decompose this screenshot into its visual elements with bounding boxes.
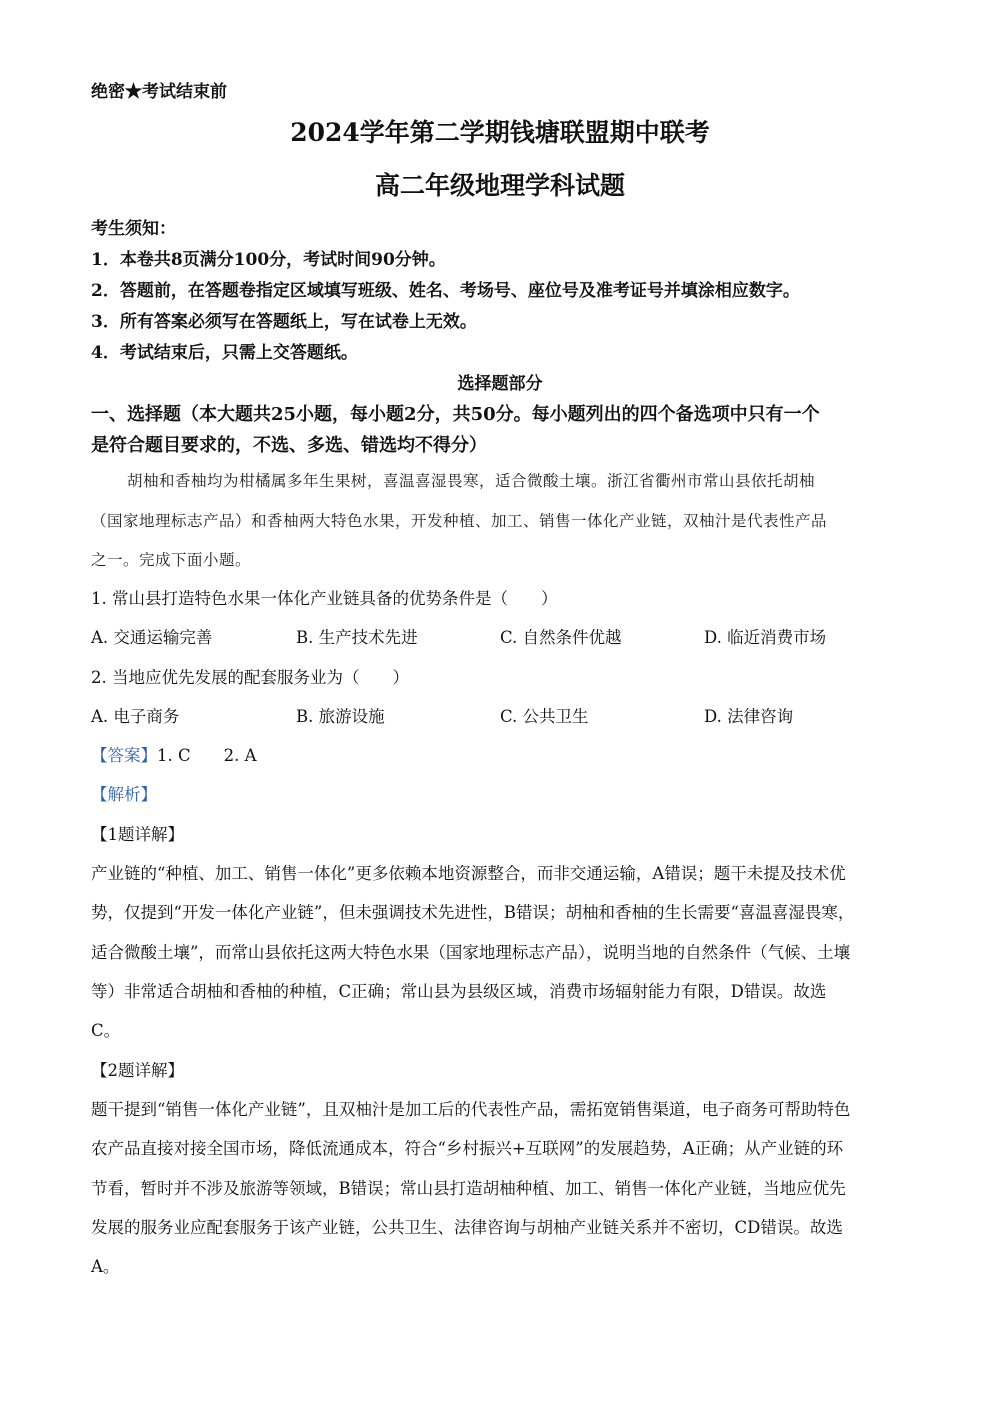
analysis-label: 【解析】 [91,785,157,804]
question-stem: 2. 当地应优先发展的配套服务业为（ ） [91,668,409,687]
notice-item: 1．本卷共8页满分100分，考试时间90分钟。 [91,250,446,270]
question-option: B. 旅游设施 [296,707,385,726]
notice-heading: 考生须知： [91,219,176,239]
material-text: 胡柚和香柚均为柑橘属多年生果树，喜温喜湿畏寒，适合微酸土壤。浙江省衢州市常山县依托胡柚 [127,472,816,490]
q2-analysis-text: 发展的服务业应配套服务于该产业链，公共卫生、法律咨询与胡柚产业链关系并不密切，CD错误。故选 [91,1218,843,1237]
q1-analysis-text: 产业链的“种植、加工、销售一体化”更多依赖本地资源整合，而非交通运输，A错误；题干未提及技术优 [91,864,846,883]
notice-item: 4．考试结束后，只需上交答题纸。 [91,343,358,363]
notice-item: 2．答题前，在答题卷指定区域填写班级、姓名、考场号、座位号及准考证号并填涂相应数字。 [91,281,800,301]
question-stem: 1. 常山县打造特色水果一体化产业链具备的优势条件是（ ） [91,589,558,608]
answer-line [91,744,257,768]
question-option: A. 电子商务 [91,707,180,726]
exam-title: 2024学年第二学期钱塘联盟期中联考 [290,118,710,147]
answer-values: 1. C 2. A [157,746,257,765]
material-text: （国家地理标志产品）和香柚两大特色水果，开发种植、加工、销售一体化产业链，双柚汁是代表性产品 [91,512,828,530]
material-text: 之一。完成下面小题。 [91,551,252,569]
q2-analysis-text: 农产品直接对接全国市场，降低流通成本，符合“乡村振兴+互联网”的发展趋势，A正确；从产业链的环 [91,1139,844,1158]
q1-analysis-text: 适合微酸土壤”，而常山县依托这两大特色水果（国家地理标志产品），说明当地的自然条件（气候、土壤 [91,943,851,962]
q1-analysis-text: 势，仅提到“开发一体化产业链”，但未强调技术先进性，B错误；胡柚和香柚的生长需要“喜温喜湿畏寒， [91,903,855,922]
q2-analysis-text: 题干提到“销售一体化产业链”，且双柚汁是加工后的代表性产品，需拓宽销售渠道，电子商务可帮助特色 [91,1100,851,1119]
question-option: A. 交通运输完善 [91,628,213,647]
q2-analysis-text: 节看，暂时并不涉及旅游等领域，B错误；常山县打造胡柚种植、加工、销售一体化产业链，当地应优先 [91,1179,846,1198]
question-option: B. 生产技术先进 [296,628,418,647]
section-title: 选择题部分 [457,374,543,394]
question-option: C. 公共卫生 [500,707,589,726]
answer-label: 【答案】 [91,746,157,765]
question-option: D. 临近消费市场 [704,628,827,647]
q2-analysis-heading: 【2题详解】 [91,1061,184,1080]
section-instructions: 是符合题目要求的，不选、多选、错选均不得分） [91,435,487,456]
question-option: C. 自然条件优越 [500,628,622,647]
q1-analysis-text: C。 [91,1021,121,1040]
q2-analysis-text: A。 [91,1257,120,1276]
exam-subtitle: 高二年级地理学科试题 [374,171,625,200]
notice-item: 3．所有答案必须写在答题纸上，写在试卷上无效。 [91,312,477,332]
section-instructions: 一、选择题（本大题共25小题，每小题2分，共50分。每小题列出的四个备选项中只有一个 [91,404,820,425]
confidential-mark: 绝密★考试结束前 [91,82,227,102]
q1-analysis-heading: 【1题详解】 [91,825,184,844]
q1-analysis-text: 等）非常适合胡柚和香柚的种植，C正确；常山县为县级区域，消费市场辐射能力有限，D错误。故选 [91,982,827,1001]
question-option: D. 法律咨询 [704,707,794,726]
